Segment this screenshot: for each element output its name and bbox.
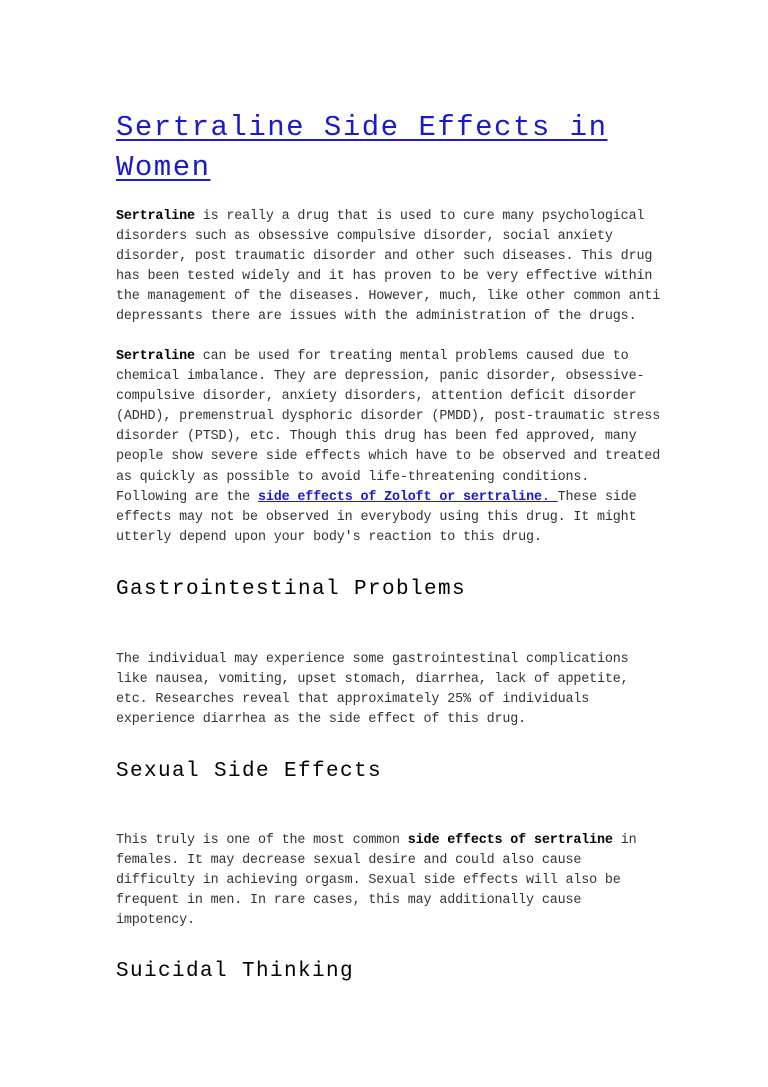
zoloft-side-effects-link[interactable]: side effects of Zoloft or sertraline bbox=[257, 489, 542, 505]
page-title bbox=[116, 108, 636, 188]
sexual-text-before: This truly is one of the most common bbox=[116, 833, 408, 848]
section-heading-sexual: Sexual Side Effects bbox=[116, 760, 383, 783]
intro-paragraph bbox=[116, 207, 661, 328]
second-bold-term: Sertraline bbox=[116, 349, 195, 364]
gastrointestinal-text: The individual may experience some gastrointestinal complications like nausea, vomiting, upset stomach, diarrhea, lack of appetite, etc. Researches reveal that approximately 25% of individuals experience diarrhea as the side effect of this drug. bbox=[116, 652, 629, 728]
section-heading-suicidal: Suicidal Thinking bbox=[116, 960, 355, 983]
title-link[interactable]: Sertraline Side Effects in Women bbox=[116, 111, 608, 184]
gastrointestinal-paragraph bbox=[116, 650, 661, 730]
link-trailing-period: . bbox=[541, 489, 558, 505]
second-text-after-link: These side effects may not be observed in everybody using this drug. It might utterly depend upon your body's reaction to this drug. bbox=[116, 489, 637, 545]
sexual-bold-term: side effects of sertraline bbox=[407, 833, 613, 848]
intro-bold-term: Sertraline bbox=[116, 209, 195, 224]
second-text-before-link: can be used for treating mental problems caused due to chemical imbalance. They are depression, panic disorder, obsessive-compulsive disorder, anxiety disorders, attention deficit disorder (ADHD), premenstrual dysphoric disorder (PMDD), post-traumatic stress disorder (PTSD), etc. Though this drug has been fed approved, many people show severe side effects which have to be observed and treated as quickly as possible to avoid life-threatening conditions. Following are the bbox=[116, 349, 661, 505]
sexual-paragraph bbox=[116, 831, 661, 931]
intro-text: is really a drug that is used to cure many psychological disorders such as obsessive compulsive disorder, social anxiety disorder, post traumatic disorder and other such diseases. This drug has been tested widely and it has proven to be very effective within the management of the diseases. However, much, like other common anti depressants there are issues with the administration of the drugs. bbox=[116, 209, 661, 325]
sexual-text-after: in females. It may decrease sexual desire and could also cause difficulty in achieving orgasm. Sexual side effects will also be frequent in men. In rare cases, this may additionally cause impotency. bbox=[116, 833, 637, 929]
section-heading-gastrointestinal: Gastrointestinal Problems bbox=[116, 578, 467, 601]
second-paragraph bbox=[116, 347, 661, 548]
